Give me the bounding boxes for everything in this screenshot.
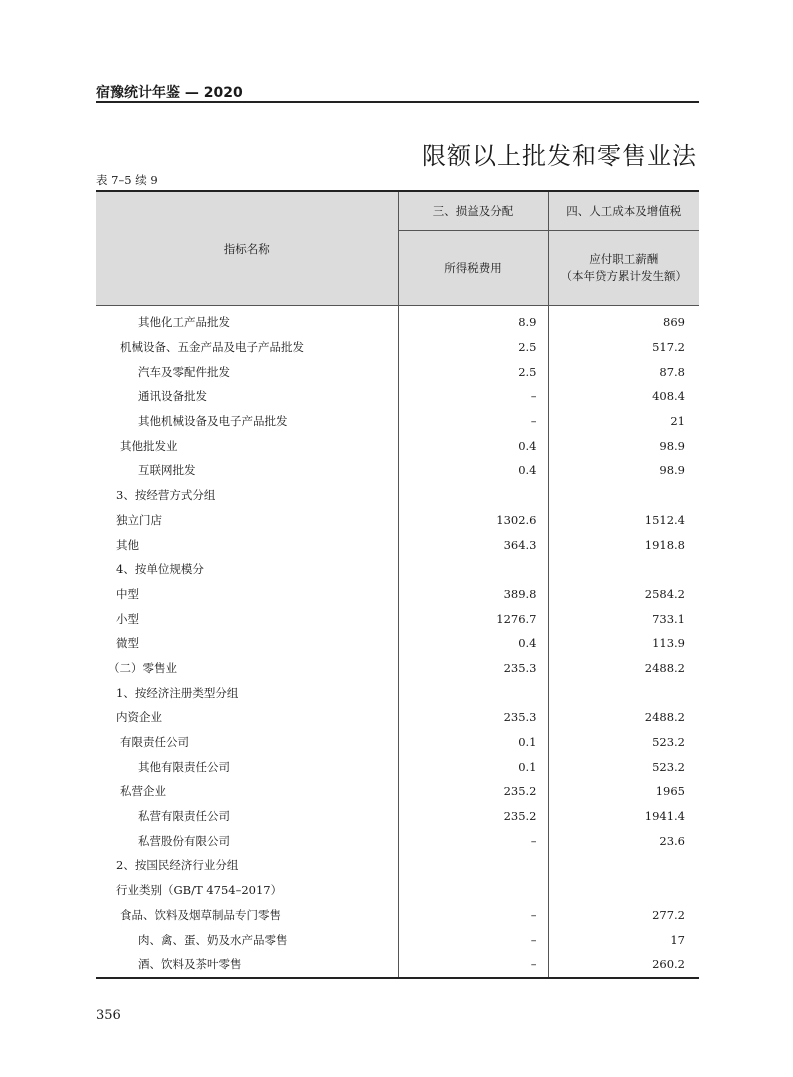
income-tax-value: 235.3 — [398, 656, 548, 681]
row-label: 酒、饮料及茶叶零售 — [96, 952, 398, 978]
column-header-payroll — [548, 231, 699, 306]
row-label: 行业类别（GB/T 4754–2017） — [96, 878, 398, 903]
payroll-value: 523.2 — [652, 759, 685, 774]
table-row — [96, 804, 699, 829]
table-row — [96, 853, 699, 878]
payroll-value: 408.4 — [652, 389, 685, 404]
table-body — [96, 306, 699, 978]
row-label: 私营股份有限公司 — [96, 828, 398, 853]
payroll-value: 17 — [670, 932, 685, 947]
payroll-value: 1941.4 — [644, 809, 685, 824]
payroll-value: 2488.2 — [644, 710, 685, 725]
payroll-value: 113.9 — [652, 636, 685, 651]
row-label: 机械设备、五金产品及电子产品批发 — [96, 335, 398, 360]
income-tax-value: – — [398, 384, 548, 409]
table-row — [96, 384, 699, 409]
table-row — [96, 878, 699, 903]
income-tax-value: 0.4 — [398, 433, 548, 458]
income-tax-value: – — [398, 927, 548, 952]
row-label: 4、按单位规模分 — [96, 557, 398, 582]
table-row — [96, 631, 699, 656]
payroll-value: 869 — [663, 315, 685, 330]
row-label: 微型 — [96, 631, 398, 656]
row-label: 其他批发业 — [96, 433, 398, 458]
payroll-value — [548, 483, 699, 508]
income-tax-value: 235.2 — [398, 804, 548, 829]
payroll-value — [548, 680, 699, 705]
payroll-value: 23.6 — [659, 833, 685, 848]
row-label: 独立门店 — [96, 508, 398, 533]
row-label: 1、按经济注册类型分组 — [96, 680, 398, 705]
row-label: 通讯设备批发 — [96, 384, 398, 409]
row-label: 其他 — [96, 532, 398, 557]
column-group-labor-cost: 四、人工成本及增值税 — [548, 191, 699, 231]
table-row — [96, 557, 699, 582]
income-tax-value: 364.3 — [398, 532, 548, 557]
row-label: 肉、禽、蛋、奶及水产品零售 — [96, 927, 398, 952]
payroll-value — [548, 878, 699, 903]
payroll-value: 2584.2 — [644, 586, 685, 601]
income-tax-value: – — [398, 903, 548, 928]
income-tax-value: 235.3 — [398, 705, 548, 730]
income-tax-value: 1276.7 — [398, 606, 548, 631]
income-tax-value: 235.2 — [398, 779, 548, 804]
payroll-value: 1512.4 — [644, 512, 685, 527]
table-row — [96, 754, 699, 779]
row-label: 互联网批发 — [96, 458, 398, 483]
table-row — [96, 927, 699, 952]
row-label: 其他化工产品批发 — [96, 306, 398, 335]
running-head: 宿豫统计年鉴 — 2020 — [96, 85, 243, 101]
row-label: （二）零售业 — [96, 656, 398, 681]
row-label: 食品、饮料及烟草制品专门零售 — [96, 903, 398, 928]
income-tax-value — [398, 853, 548, 878]
income-tax-value — [398, 680, 548, 705]
payroll-value: 1918.8 — [644, 537, 685, 552]
table-row — [96, 952, 699, 978]
table-row — [96, 730, 699, 755]
payroll-value — [548, 853, 699, 878]
income-tax-value: – — [398, 828, 548, 853]
table-row — [96, 458, 699, 483]
header-rule — [96, 101, 699, 103]
table-row — [96, 582, 699, 607]
payroll-value: 2488.2 — [644, 660, 685, 675]
row-label: 私营企业 — [96, 779, 398, 804]
row-label: 其他有限责任公司 — [96, 754, 398, 779]
income-tax-value: 2.5 — [398, 359, 548, 384]
income-tax-value: 0.1 — [398, 730, 548, 755]
income-tax-value — [398, 483, 548, 508]
row-label: 汽车及零配件批发 — [96, 359, 398, 384]
table-row — [96, 409, 699, 434]
row-label: 小型 — [96, 606, 398, 631]
column-header-payroll-line1: 应付职工薪酬 — [589, 252, 659, 266]
table-row — [96, 306, 699, 335]
income-tax-value — [398, 557, 548, 582]
income-tax-value: 0.1 — [398, 754, 548, 779]
payroll-value — [548, 557, 699, 582]
payroll-value: 523.2 — [652, 735, 685, 750]
payroll-value: 87.8 — [659, 364, 685, 379]
table-row — [96, 433, 699, 458]
payroll-value: 98.9 — [659, 438, 685, 453]
payroll-value: 260.2 — [652, 957, 685, 972]
table-row — [96, 508, 699, 533]
income-tax-value: 0.4 — [398, 458, 548, 483]
income-tax-value: – — [398, 409, 548, 434]
payroll-value: 1965 — [655, 784, 685, 799]
table-row — [96, 359, 699, 384]
row-label: 中型 — [96, 582, 398, 607]
row-label: 私营有限责任公司 — [96, 804, 398, 829]
statistics-table-container — [96, 190, 699, 979]
table-row — [96, 606, 699, 631]
row-label: 2、按国民经济行业分组 — [96, 853, 398, 878]
table-row — [96, 335, 699, 360]
column-header-income-tax: 所得税费用 — [398, 231, 548, 306]
statistics-table — [96, 190, 699, 979]
table-row — [96, 705, 699, 730]
table-row — [96, 483, 699, 508]
income-tax-value: 2.5 — [398, 335, 548, 360]
column-header-payroll-line2: （本年贷方累计发生额） — [560, 269, 687, 283]
income-tax-value — [398, 878, 548, 903]
payroll-value: 98.9 — [659, 463, 685, 478]
table-row — [96, 779, 699, 804]
income-tax-value: 8.9 — [398, 306, 548, 335]
column-group-profit: 三、损益及分配 — [398, 191, 548, 231]
income-tax-value: 389.8 — [398, 582, 548, 607]
table-row — [96, 680, 699, 705]
row-label: 其他机械设备及电子产品批发 — [96, 409, 398, 434]
row-label: 3、按经营方式分组 — [96, 483, 398, 508]
table-label: 表 7–5 续 9 — [96, 173, 158, 187]
table-row — [96, 532, 699, 557]
row-label: 有限责任公司 — [96, 730, 398, 755]
income-tax-value: – — [398, 952, 548, 978]
table-row — [96, 903, 699, 928]
payroll-value: 277.2 — [652, 907, 685, 922]
page-number: 356 — [96, 1008, 121, 1023]
payroll-value: 21 — [670, 414, 685, 429]
income-tax-value: 0.4 — [398, 631, 548, 656]
column-header-name: 指标名称 — [96, 191, 398, 306]
payroll-value: 517.2 — [652, 340, 685, 355]
table-row — [96, 656, 699, 681]
table-row — [96, 828, 699, 853]
row-label: 内资企业 — [96, 705, 398, 730]
chapter-title: 限额以上批发和零售业法 — [422, 142, 697, 170]
payroll-value: 733.1 — [652, 611, 685, 626]
income-tax-value: 1302.6 — [398, 508, 548, 533]
